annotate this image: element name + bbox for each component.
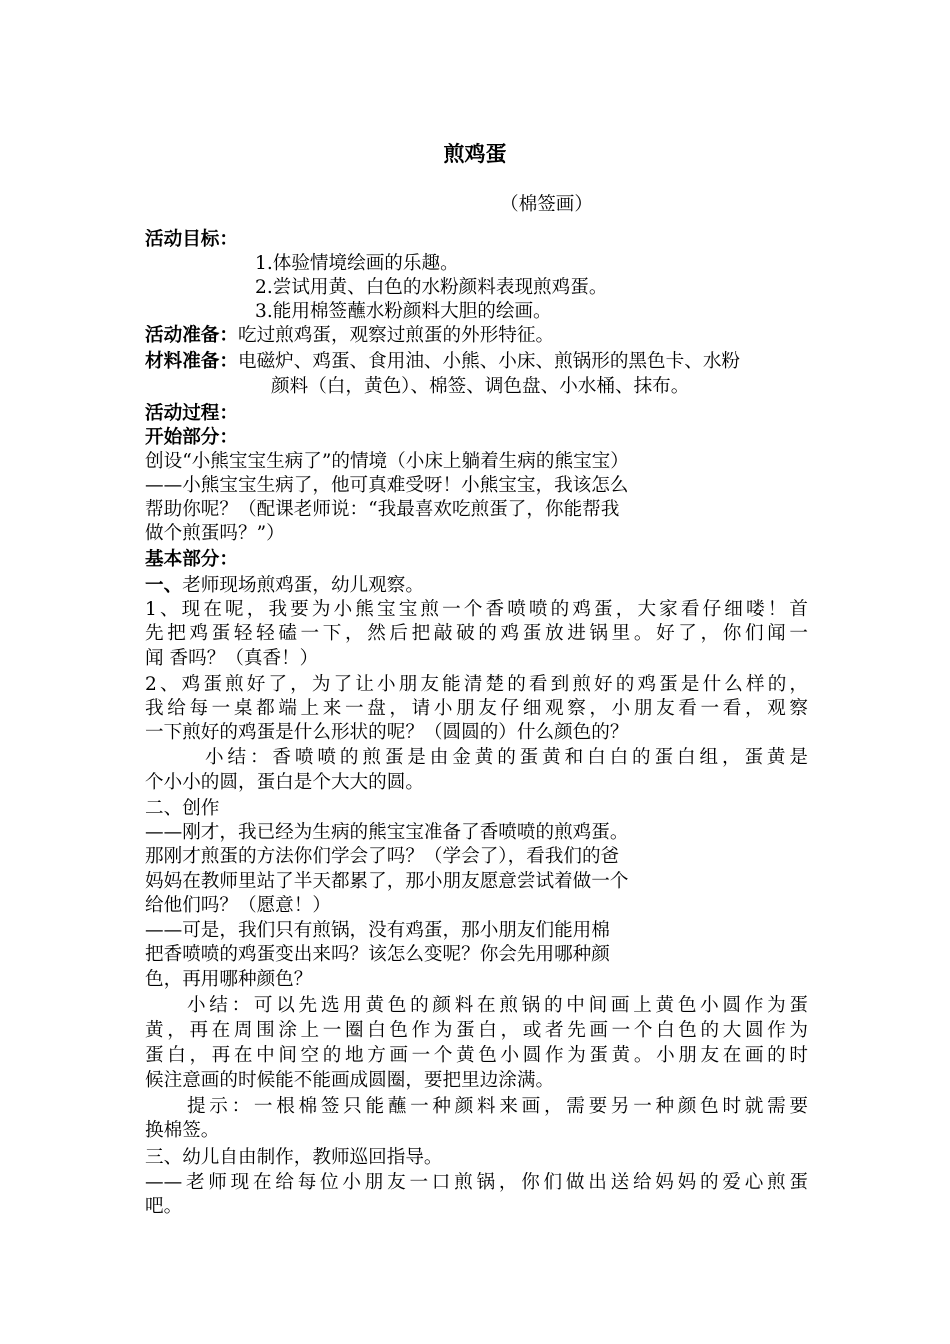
summary-2-line-3: 蛋白，再在中间空的地方画一个黄色小圆作为蛋黄。小朋友在画的时 xyxy=(145,1045,808,1066)
goal-item-3: 3.能用棉签蘸水粉颜料大胆的绘画。 xyxy=(255,301,552,322)
p3-line-7: 色，再用哪种颜色？ xyxy=(145,969,313,990)
summary-1-line-1: 小结：香喷喷的煎蛋是由金黄的蛋黄和白白的蛋白组，蛋黄是 xyxy=(205,747,808,768)
materials-label: 材料准备： xyxy=(145,351,238,372)
p1-line-2: 先把鸡蛋轻轻磕一下，然后把敲破的鸡蛋放进锅里。好了，你们闻一 xyxy=(145,623,808,644)
p3-line-5: ——可是，我们只有煎锅，没有鸡蛋，那小朋友们能用棉 xyxy=(145,920,610,941)
materials-text-2: 颜料（白，黄色）、棉签、调色盘、小水桶、抹布。 xyxy=(271,376,690,397)
section-3-heading: 三、幼儿自由制作，教师巡回指导。 xyxy=(145,1147,443,1168)
document-subtitle: （棉签画） xyxy=(500,194,593,215)
process-label: 活动过程： xyxy=(145,403,238,424)
p3-line-1: ——刚才，我已经为生病的熊宝宝准备了香喷喷的煎鸡蛋。 xyxy=(145,822,629,843)
p4-line-1: ——老师现在给每位小朋友一口煎锅，你们做出送给妈妈的爱心煎蛋 xyxy=(145,1172,808,1193)
summary-1-line-2: 个小小的圆，蛋白是个大大的圆。 xyxy=(145,772,424,793)
start-line-4: 做个煎蛋吗？”） xyxy=(145,523,285,544)
document-title: 煎鸡蛋 xyxy=(443,142,507,166)
start-line-1: 创设“小熊宝宝生病了”的情境（小床上躺着生病的熊宝宝） xyxy=(145,451,629,472)
materials-line-1 xyxy=(145,350,740,374)
p4-line-2: 吧。 xyxy=(145,1196,183,1217)
tip-line-1: 提示：一根棉签只能蘸一种颜料来画，需要另一种颜色时就需要 xyxy=(187,1096,808,1117)
basic-label: 基本部分： xyxy=(145,549,238,570)
section-1-heading xyxy=(145,574,424,598)
p3-line-4: 给他们吗？（愿意！） xyxy=(145,895,331,916)
p2-line-1: 2、鸡蛋煎好了，为了让小朋友能清楚的看到煎好的鸡蛋是什么样的， xyxy=(145,674,808,695)
start-line-3: 帮助你呢？（配课老师说：“我最喜欢吃煎蛋了，你能帮我 xyxy=(145,499,620,520)
prep-label: 活动准备： xyxy=(145,325,238,346)
summary-2-line-2: 黄，再在周围涂上一圈白色作为蛋白，或者先画一个白色的大圆作为 xyxy=(145,1020,808,1041)
p3-line-6: 把香喷喷的鸡蛋变出来吗？该怎么变呢？你会先用哪种颜 xyxy=(145,944,610,965)
goal-item-2: 2.尝试用黄、白色的水粉颜料表现煎鸡蛋。 xyxy=(255,277,608,298)
goal-item-1: 1.体验情境绘画的乐趣。 xyxy=(255,253,459,274)
materials-text-1: 电磁炉、鸡蛋、食用油、小熊、小床、煎锅形的黑色卡、水粉 xyxy=(237,351,741,372)
section-1-lead: 一、 xyxy=(145,575,183,596)
section-2-heading: 二、创作 xyxy=(145,798,220,819)
p2-line-2: 我给每一桌都端上来一盘，请小朋友仔细观察，小朋友看一看，观察 xyxy=(145,698,808,719)
goals-label: 活动目标： xyxy=(145,229,238,250)
tip-line-2: 换棉签。 xyxy=(145,1120,220,1141)
p3-line-2: 那刚才煎蛋的方法你们学会了吗？（学会了），看我们的爸 xyxy=(145,846,620,867)
p1-line-3: 闻 香吗？（真香！） xyxy=(145,648,319,669)
p2-line-3: 一下煎好的鸡蛋是什么形状的呢？（圆圆的）什么颜色的？ xyxy=(145,722,629,743)
prep-line xyxy=(145,324,554,348)
summary-2-line-1: 小结：可以先选用黄色的颜料在煎锅的中间画上黄色小圆作为蛋 xyxy=(187,995,808,1016)
prep-text: 吃过煎鸡蛋，观察过煎蛋的外形特征。 xyxy=(237,325,555,346)
section-1-text: 老师现场煎鸡蛋，幼儿观察。 xyxy=(182,575,424,596)
start-line-2: ——小熊宝宝生病了，他可真难受呀！小熊宝宝，我该怎么 xyxy=(145,475,629,496)
start-label: 开始部分： xyxy=(145,427,238,448)
p1-line-1: 1、现在呢，我要为小熊宝宝煎一个香喷喷的鸡蛋，大家看仔细喽！首 xyxy=(145,599,808,620)
p3-line-3: 妈妈在教师里站了半天都累了，那小朋友愿意尝试着做一个 xyxy=(145,871,629,892)
summary-2-line-4: 候注意画的时候能不能画成圆圈，要把里边涂满。 xyxy=(145,1070,555,1091)
